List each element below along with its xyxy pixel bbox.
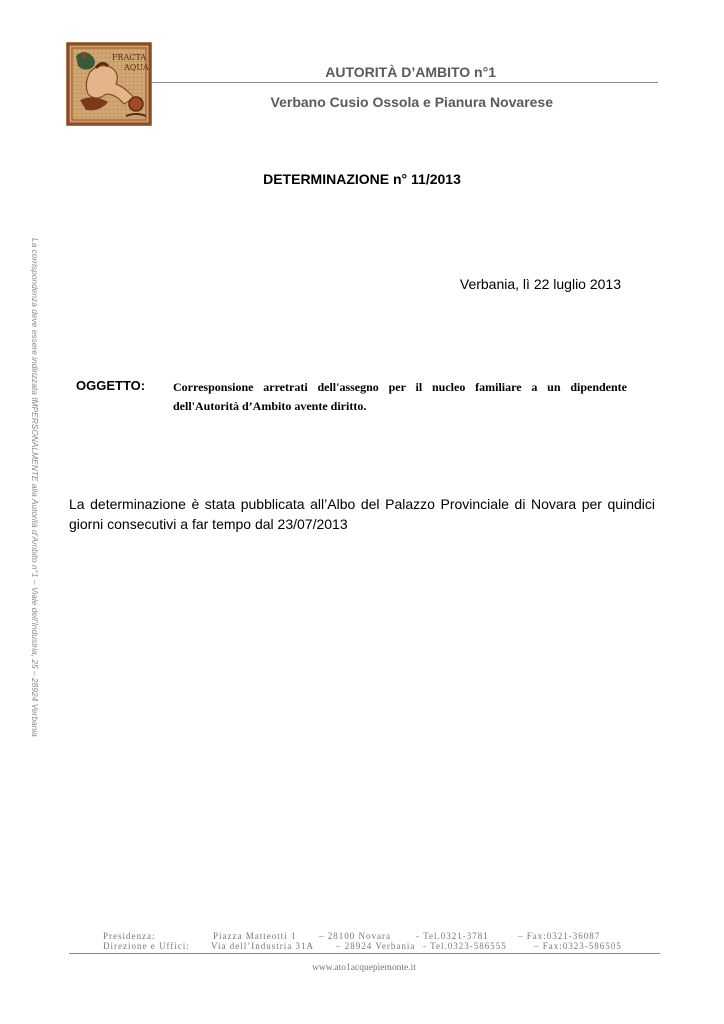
footer-offices-label: Direzione e Uffici: <box>103 941 190 951</box>
logo-image <box>66 42 152 126</box>
logo-inscription: FRACTA <box>112 53 147 62</box>
footer-presidency-fax: – Fax:0321-36087 <box>518 931 601 941</box>
footer-presidency-city: – 28100 Novara <box>319 931 391 941</box>
subject-text: Corresponsione arretrati dell'assegno per il nucleo familiare a un dipendente dell'Autorità d’Ambito avente diritto. <box>173 380 627 413</box>
footer-presidency-tel: - Tel.0321-3781 <box>416 931 489 941</box>
footer-divider <box>69 953 660 954</box>
footer-presidency-label: Presidenza: <box>103 931 156 941</box>
authority-subtitle: Verbano Cusio Ossola e Pianura Novarese <box>270 94 553 110</box>
publication-notice: La determinazione è stata pubblicata all’Albo del Palazzo Provinciale di Novara per quindici giorni consecutivi a far tempo dal 23/07/2013 <box>69 496 655 532</box>
footer-presidency-address: Piazza Matteotti 1 <box>213 931 297 941</box>
footer-offices <box>103 941 643 953</box>
place-date: Verbania, lì 22 luglio 2013 <box>459 276 621 292</box>
subject-label: OGGETTO: <box>76 378 146 393</box>
authority-title: AUTORITÀ D’AMBITO n°1 <box>325 64 496 80</box>
footer-offices-fax: – Fax:0323-586505 <box>534 941 622 951</box>
footer-offices-tel: - Tel.0323-586555 <box>423 941 507 951</box>
website-link[interactable]: www.ato1acquepiemonte.it <box>312 963 416 973</box>
footer-offices-city: – 28924 Verbania <box>336 941 416 951</box>
determination-number: DETERMINAZIONE n° 11/2013 <box>263 171 461 187</box>
svg-text:AQUA: AQUA <box>124 63 149 72</box>
header-divider <box>152 82 658 83</box>
sidebar-note-text: La corrispondenza deve essere indirizzata IMPERSONALMENTE alla Autorità d’Ambito n°1 – Viale dell’Industria, 25 – 28924 Verbania <box>30 238 40 737</box>
sidebar-note <box>31 238 49 824</box>
footer-offices-address: Via dell’Industria 31A <box>211 941 314 951</box>
